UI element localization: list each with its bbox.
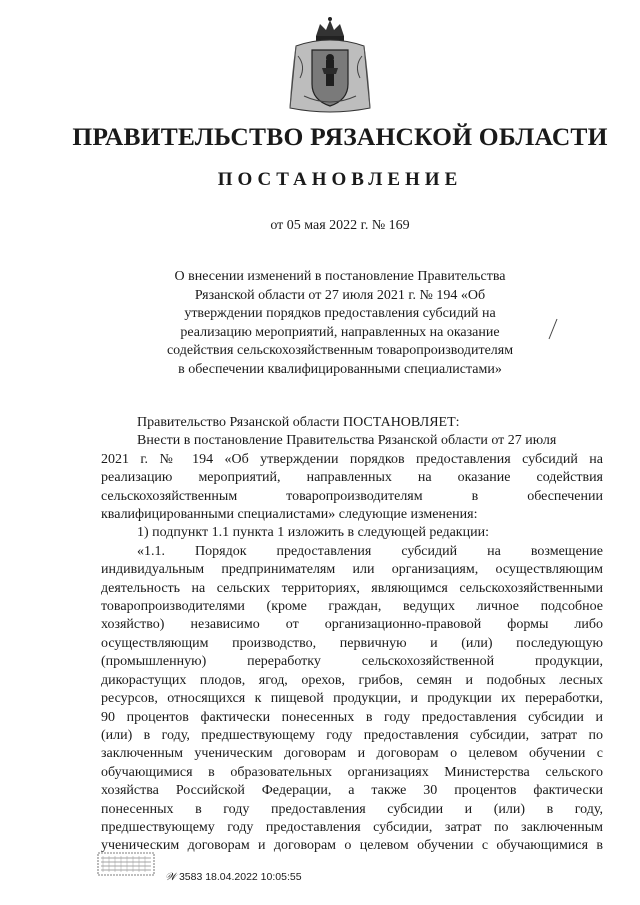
body-line: (промышленную) переработку сельскохозяйственной продукции, [101, 654, 603, 670]
subject-line: утверждении порядков предоставления субсидий на [184, 306, 496, 321]
body-line: 1) подпункт 1.1 пункта 1 изложить в следующей редакции: [137, 525, 489, 541]
coat-of-arms-icon [286, 16, 374, 116]
document-body [101, 414, 603, 856]
body-line: осуществляющим производство, первичную и (или) последующую [101, 635, 603, 651]
government-title: ПРАВИТЕЛЬСТВО РЯЗАНСКОЙ ОБЛАСТИ [72, 122, 608, 151]
body-line: квалифицированными специалистами» следующие изменения: [101, 507, 478, 523]
body-line: сельскохозяйственным товаропроизводителям в обеспечении [101, 488, 603, 504]
barcode-stamp-icon [97, 852, 155, 876]
body-line: понесенных в году предоставления субсидии и (или) в году, [101, 801, 603, 817]
body-line: товаропроизводителями (кроме граждан, ведущих личное подсобное [101, 599, 603, 615]
pen-mark-icon: 𝒲 [165, 871, 177, 883]
body-line: предшествующему году предоставления субсидии, затрат по заключенным [101, 819, 603, 835]
body-line: 90 процентов фактически понесенных в году предоставления субсидии и [101, 709, 603, 725]
body-line: индивидуальным предпринимателям или организациям, осуществляющим [101, 562, 603, 578]
subject-line: Рязанской области от 27 июля 2021 г. № 194 «Об [194, 287, 486, 303]
subject-line: О внесении изменений в постановление Правительства [174, 269, 506, 284]
subject-line: в обеспечении квалифицированными специалистами» [178, 361, 502, 377]
body-line: «1.1. Порядок предоставления субсидий на возмещение [137, 543, 603, 559]
document-type: ПОСТАНОВЛЕНИЕ [217, 169, 463, 190]
body-line: реализацию мероприятий, направленных на оказание содействия [101, 470, 603, 486]
document-date-number: от 05 мая 2022 г. № 169 [270, 218, 410, 233]
body-line: хозяйства Российской Федерации, а также 30 процентов фактически [101, 783, 603, 799]
subject-line: реализацию мероприятий, направленных на оказание [180, 324, 500, 340]
pen-mark-icon [546, 318, 560, 340]
registration-code [165, 871, 302, 884]
body-line: хозяйство) независимо от организационно-правовой формы либо [101, 617, 603, 633]
registration-code-text: 3583 18.04.2022 10:05:55 [178, 871, 302, 883]
body-line: 2021 г. № 194 «Об утверждении порядков предоставления субсидий на [101, 451, 603, 467]
body-line: заключенным ученическим договорам и договорам о целевом обучении с [101, 746, 603, 762]
document-subject [130, 268, 550, 379]
body-line: (или) в году, предшествующему году предоставления субсидии, затрат по [101, 727, 603, 743]
body-line: Внести в постановление Правительства Рязанской области от 27 июля [137, 433, 557, 449]
body-line: деятельность на сельских территориях, являющимся сельскохозяйственными [101, 580, 603, 596]
body-line: обучающимися в образовательных организациях Министерства сельского [101, 764, 603, 780]
body-line: дикорастущих плодов, ягод, орехов, грибов, семян и подобных лесных [101, 672, 603, 688]
subject-line: содействия сельскохозяйственным товаропроизводителям [166, 343, 514, 358]
body-line: Правительство Рязанской области ПОСТАНОВЛЯЕТ: [137, 415, 460, 430]
body-line: ученическим договорам и договорам о целевом обучении с обучающимися в [101, 838, 603, 854]
body-line: ресурсов, относящихся к пищевой продукции, и продукции их переработки, [101, 691, 603, 707]
